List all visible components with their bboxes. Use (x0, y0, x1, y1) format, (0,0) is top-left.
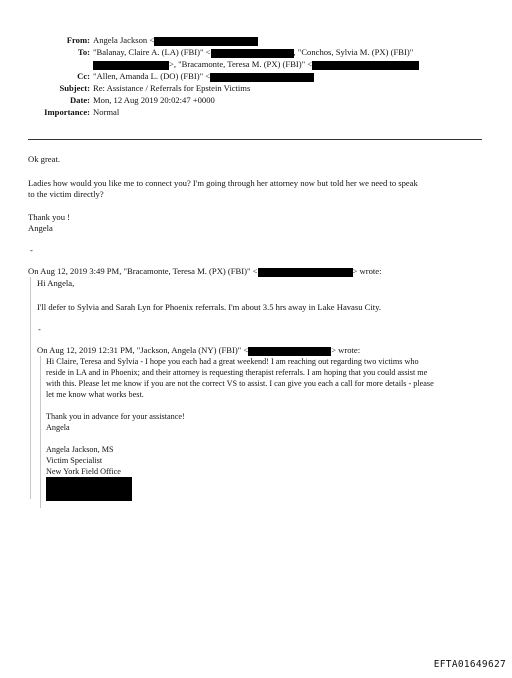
from-label: From: (66, 35, 90, 45)
signature-office: New York Field Office (46, 467, 121, 476)
reply1-text: I'll defer to Sylvia and Sarah Lyn for Phoenix referrals. I'm about 3.5 hrs away in Lake Havasu City. (37, 302, 382, 312)
reply1-header (28, 266, 381, 277)
reply2-line-2: reside in LA and in Phoenix; and their attorney is requesting therapist referrals. I am hoping that you could assist me (46, 368, 428, 377)
body-line-1: Ok great. (28, 154, 60, 164)
cc-value (93, 71, 314, 82)
subject-label: Subject: (59, 83, 90, 93)
to-text-3: >, "Bracamonte, Teresa M. (PX) (FBI)" < (169, 59, 313, 69)
redaction-box (210, 73, 314, 82)
reply1-dash: - (38, 324, 41, 334)
from-text: Angela Jackson < (93, 35, 155, 45)
importance-label: Importance: (44, 107, 90, 117)
signature-name: Angela Jackson, MS (46, 445, 114, 454)
reply2-header (37, 345, 360, 356)
body-dash: - (30, 245, 33, 255)
cc-text: "Allen, Amanda L. (DO) (FBI)" < (93, 71, 211, 81)
to-text-1: "Balanay, Claire A. (LA) (FBI)" < (93, 47, 211, 57)
reply2-line-1: Hi Claire, Teresa and Sylvia - I hope you each had a great weekend! I am reaching out regarding two victims who (46, 357, 419, 366)
signature-redaction-box (46, 477, 132, 501)
redaction-box (312, 61, 419, 70)
signature-title: Victim Specialist (46, 456, 103, 465)
body-line-2: Ladies how would you like me to connect you? I'm going through her attorney now but told her we need to speak (28, 178, 418, 188)
body-line-3: to the victim directly? (28, 189, 104, 199)
reply2-thanks: Thank you in advance for your assistance! (46, 412, 185, 421)
redaction-box (93, 61, 169, 70)
body-line-5: Angela (28, 223, 53, 233)
redaction-box (154, 37, 258, 46)
reply1-greeting: Hi Angela, (37, 278, 75, 288)
reply1-header-end: > wrote: (352, 266, 382, 276)
redaction-box (248, 347, 331, 356)
cc-label: Cc: (77, 71, 90, 81)
reply2-header-end: > wrote: (331, 345, 361, 355)
importance-value: Normal (93, 107, 120, 117)
reply2-header-text: On Aug 12, 2019 12:31 PM, "Jackson, Angela (NY) (FBI)" < (37, 345, 249, 355)
from-value (93, 35, 258, 46)
to-text-2: , "Conchos, Sylvia M. (PX) (FBI)" (293, 47, 414, 57)
redaction-box (258, 268, 353, 277)
redaction-box (211, 49, 294, 58)
to-value-line-2 (93, 59, 419, 70)
to-label: To: (77, 47, 90, 57)
header-divider (28, 139, 482, 140)
date-value: Mon, 12 Aug 2019 20:02:47 +0000 (93, 95, 215, 105)
reply2-line-4: let me know what works best. (46, 390, 144, 399)
reply1-header-text: On Aug 12, 2019 3:49 PM, "Bracamonte, Teresa M. (PX) (FBI)" < (28, 266, 258, 276)
body-line-4: Thank you ! (28, 212, 71, 222)
date-label: Date: (69, 95, 90, 105)
reply2-line-3: with this. Please let me know if you are not the correct VS to assist. I can give you each a call for more details - please (46, 379, 434, 388)
reply2-sign: Angela (46, 423, 70, 432)
document-id: EFTA01649627 (433, 659, 506, 670)
to-value-line-1 (93, 47, 413, 58)
subject-value: Re: Assistance / Referrals for Epstein Victims (93, 83, 251, 93)
